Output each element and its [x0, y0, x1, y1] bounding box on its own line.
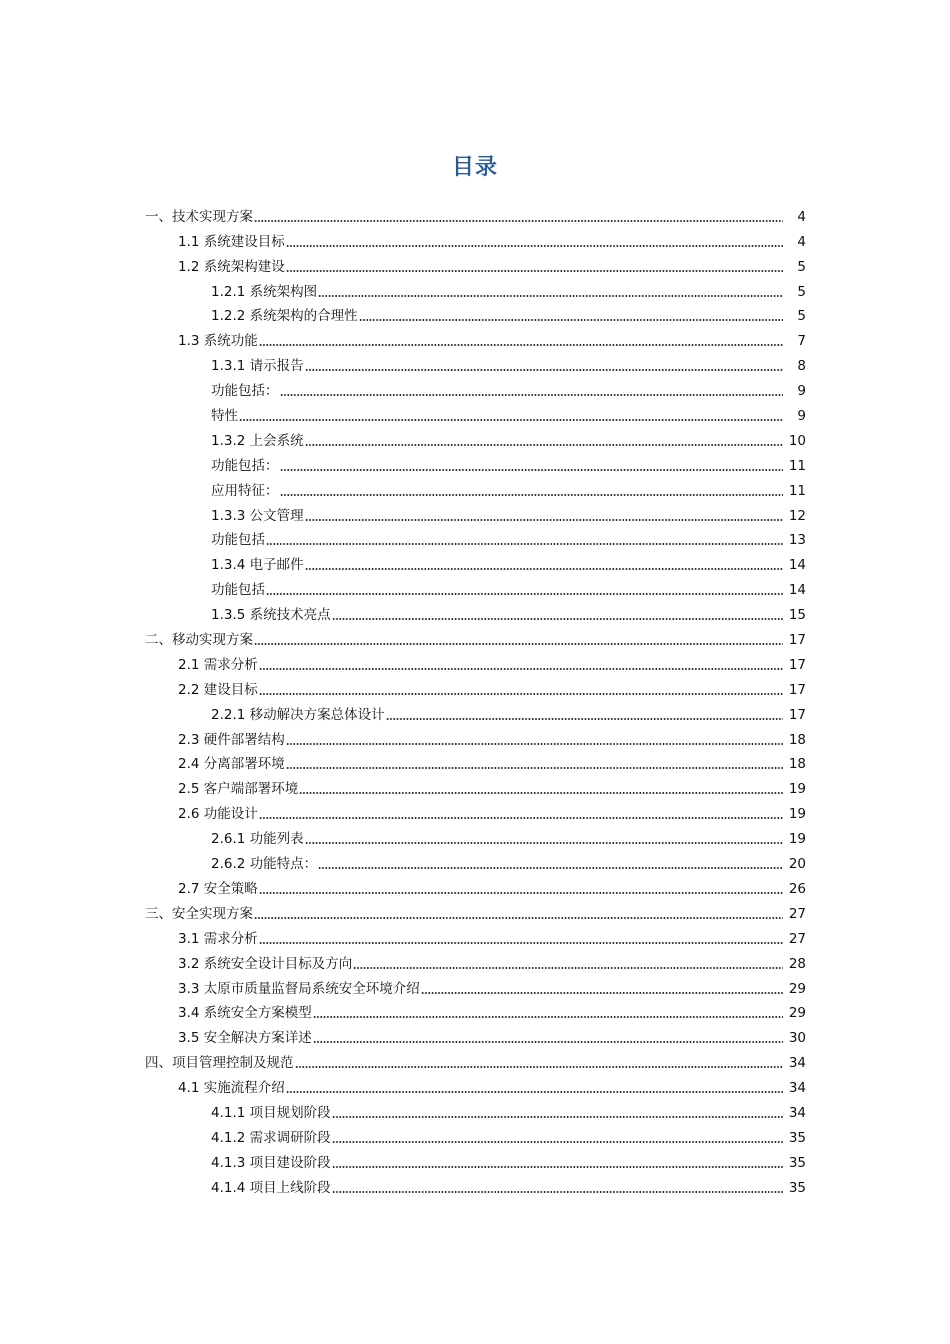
- toc-entry[interactable]: [0, 651, 950, 676]
- toc-entry-text: 四、项目管理控制及规范: [145, 1055, 294, 1072]
- toc-dot-leader: [259, 343, 783, 347]
- toc-dot-leader: [295, 1065, 784, 1069]
- toc-dot-leader: [353, 966, 783, 970]
- toc-entry[interactable]: [0, 1074, 950, 1099]
- toc-entry[interactable]: [0, 775, 950, 800]
- toc-dot-leader: [266, 542, 783, 546]
- toc-entry[interactable]: [0, 875, 950, 900]
- toc-page-number: 34: [788, 1080, 806, 1097]
- toc-entry-text: 1.3.4 电子邮件: [211, 557, 304, 574]
- toc-entry[interactable]: [0, 303, 950, 328]
- toc-dot-leader: [332, 1190, 783, 1194]
- toc-dot-leader: [305, 518, 783, 522]
- toc-entry-text: 3.1 需求分析: [178, 930, 258, 947]
- toc-page-number: 5: [797, 283, 806, 300]
- toc-entry-text: 2.4 分离部署环境: [178, 756, 285, 773]
- toc-dot-leader: [280, 468, 784, 472]
- toc-entry-text: 2.6.2 功能特点：: [211, 856, 318, 873]
- toc-entry[interactable]: [0, 502, 950, 527]
- toc-entry-text: 1.3.2 上会系统: [211, 432, 304, 449]
- toc-page-number: 27: [788, 905, 806, 922]
- toc-dot-leader: [421, 991, 783, 995]
- toc-page-number: 10: [788, 432, 806, 449]
- toc-dot-leader: [266, 592, 783, 596]
- toc-entry-text: 1.3.1 请示报告: [211, 358, 304, 375]
- toc-entry[interactable]: [0, 1174, 950, 1199]
- toc-entry[interactable]: [0, 253, 950, 278]
- toc-dot-leader: [239, 418, 783, 422]
- toc-dot-leader: [305, 368, 783, 372]
- toc-dot-leader: [286, 742, 783, 746]
- toc-entry-text: 2.2 建设目标: [178, 681, 258, 698]
- toc-entry-text: 2.2.1 移动解决方案总体设计: [211, 706, 385, 723]
- toc-dot-leader: [332, 1140, 783, 1144]
- toc-dot-leader: [259, 816, 783, 820]
- toc-entry-text: 4.1.2 需求调研阶段: [211, 1129, 331, 1146]
- toc-page-number: 35: [788, 1154, 806, 1171]
- toc-dot-leader: [259, 667, 783, 671]
- toc-dot-leader: [259, 891, 783, 895]
- toc-page-number: 34: [788, 1104, 806, 1121]
- toc-entry-text: 特性: [211, 408, 238, 425]
- toc-entry[interactable]: [0, 701, 950, 726]
- toc-page-number: 35: [788, 1179, 806, 1196]
- toc-entry[interactable]: [0, 676, 950, 701]
- toc-entry-text: 2.6.1 功能列表: [211, 831, 304, 848]
- toc-entry-text: 1.1 系统建设目标: [178, 233, 285, 250]
- toc-entry-text: 一、技术实现方案: [145, 208, 253, 225]
- toc-page-number: 5: [797, 308, 806, 325]
- toc-page-number: 4: [797, 233, 806, 250]
- toc-entry[interactable]: [0, 327, 950, 352]
- toc-entry[interactable]: [0, 278, 950, 303]
- toc-page-number: 9: [797, 383, 806, 400]
- toc-dot-leader: [305, 841, 783, 845]
- toc-entry[interactable]: [0, 452, 950, 477]
- toc-list: [0, 203, 950, 1199]
- toc-dot-leader: [313, 1040, 783, 1044]
- toc-page-number: 19: [788, 781, 806, 798]
- toc-dot-leader: [280, 393, 784, 397]
- toc-title: 目录: [451, 154, 498, 180]
- toc-entry-text: 三、安全实现方案: [145, 905, 253, 922]
- toc-entry[interactable]: [0, 1024, 950, 1049]
- toc-entry-text: 应用特征：: [211, 482, 279, 499]
- toc-entry-text: 4.1 实施流程介绍: [178, 1080, 285, 1097]
- toc-dot-leader: [305, 443, 783, 447]
- toc-entry[interactable]: [0, 626, 950, 651]
- toc-entry[interactable]: [0, 377, 950, 402]
- toc-page-number: 35: [788, 1129, 806, 1146]
- toc-entry-text: 功能包括：: [211, 383, 279, 400]
- toc-entry[interactable]: [0, 1049, 950, 1074]
- toc-dot-leader: [254, 642, 783, 646]
- toc-entry[interactable]: [0, 203, 950, 228]
- toc-page-number: 34: [788, 1055, 806, 1072]
- toc-entry[interactable]: [0, 1099, 950, 1124]
- toc-entry-text: 2.7 安全策略: [178, 880, 258, 897]
- toc-page-number: 20: [788, 856, 806, 873]
- toc-entry-text: 2.5 客户端部署环境: [178, 781, 299, 798]
- toc-page-number: 28: [788, 955, 806, 972]
- toc-page-number: 19: [788, 806, 806, 823]
- toc-entry-text: 1.2.1 系统架构图: [211, 283, 318, 300]
- toc-page-number: 18: [788, 731, 806, 748]
- toc-entry[interactable]: [0, 601, 950, 626]
- toc-page-number: 14: [788, 557, 806, 574]
- toc-dot-leader: [286, 766, 783, 770]
- toc-entry[interactable]: [0, 975, 950, 1000]
- toc-entry-text: 3.4 系统安全方案模型: [178, 1005, 312, 1022]
- toc-entry[interactable]: [0, 726, 950, 751]
- toc-dot-leader: [286, 244, 783, 248]
- toc-page-number: 17: [788, 706, 806, 723]
- toc-page-number: 17: [788, 632, 806, 649]
- toc-dot-leader: [259, 692, 783, 696]
- toc-page-number: 11: [788, 482, 806, 499]
- toc-entry-text: 3.5 安全解决方案详述: [178, 1030, 312, 1047]
- toc-entry-text: 4.1.1 项目规划阶段: [211, 1104, 331, 1121]
- toc-dot-leader: [286, 1090, 783, 1094]
- toc-entry-text: 1.2.2 系统架构的合理性: [211, 308, 358, 325]
- toc-entry[interactable]: [0, 800, 950, 825]
- toc-entry[interactable]: [0, 850, 950, 875]
- toc-page-number: 26: [788, 880, 806, 897]
- toc-dot-leader: [305, 567, 783, 571]
- toc-page-number: 13: [788, 532, 806, 549]
- toc-page-number: 29: [788, 1005, 806, 1022]
- toc-entry-text: 2.6 功能设计: [178, 806, 258, 823]
- toc-page-number: 8: [797, 358, 806, 375]
- toc-page-number: 27: [788, 930, 806, 947]
- toc-entry[interactable]: [0, 477, 950, 502]
- toc-dot-leader: [259, 941, 783, 945]
- toc-entry[interactable]: [0, 402, 950, 427]
- toc-dot-leader: [313, 1015, 783, 1019]
- toc-entry-text: 二、移动实现方案: [145, 632, 253, 649]
- toc-page-number: 30: [788, 1030, 806, 1047]
- toc-entry-text: 2.3 硬件部署结构: [178, 731, 285, 748]
- toc-page-number: 14: [788, 582, 806, 599]
- toc-entry-text: 1.3.5 系统技术亮点: [211, 607, 331, 624]
- toc-dot-leader: [299, 791, 783, 795]
- toc-dot-leader: [254, 219, 783, 223]
- toc-dot-leader: [332, 1115, 783, 1119]
- toc-dot-leader: [359, 318, 783, 322]
- toc-entry[interactable]: [0, 1149, 950, 1174]
- toc-entry-text: 2.1 需求分析: [178, 656, 258, 673]
- toc-entry-text: 1.3.3 公文管理: [211, 507, 304, 524]
- toc-dot-leader: [332, 617, 783, 621]
- toc-entry-text: 3.3 太原市质量监督局系统安全环境介绍: [178, 980, 420, 997]
- toc-entry[interactable]: [0, 950, 950, 975]
- toc-entry[interactable]: [0, 576, 950, 601]
- toc-entry[interactable]: [0, 427, 950, 452]
- toc-entry[interactable]: [0, 352, 950, 377]
- toc-page-number: 17: [788, 656, 806, 673]
- toc-dot-leader: [386, 717, 783, 721]
- toc-entry[interactable]: [0, 1000, 950, 1025]
- toc-page-number: 29: [788, 980, 806, 997]
- toc-entry-text: 功能包括: [211, 532, 265, 549]
- toc-dot-leader: [318, 866, 783, 870]
- toc-page-number: 12: [788, 507, 806, 524]
- toc-entry-text: 1.2 系统架构建设: [178, 258, 285, 275]
- toc-page-number: 5: [797, 258, 806, 275]
- toc-dot-leader: [280, 493, 784, 497]
- toc-dot-leader: [254, 916, 783, 920]
- toc-entry-text: 4.1.4 项目上线阶段: [211, 1179, 331, 1196]
- toc-entry[interactable]: [0, 825, 950, 850]
- toc-entry-text: 功能包括: [211, 582, 265, 599]
- toc-entry-text: 4.1.3 项目建设阶段: [211, 1154, 331, 1171]
- toc-page-number: 11: [788, 457, 806, 474]
- toc-dot-leader: [318, 294, 783, 298]
- toc-entry[interactable]: [0, 551, 950, 576]
- toc-page-number: 7: [797, 333, 806, 350]
- toc-entry[interactable]: [0, 751, 950, 776]
- toc-dot-leader: [286, 269, 783, 273]
- toc-entry-text: 功能包括：: [211, 457, 279, 474]
- toc-entry[interactable]: [0, 925, 950, 950]
- toc-entry[interactable]: [0, 900, 950, 925]
- toc-entry-text: 1.3 系统功能: [178, 333, 258, 350]
- toc-entry[interactable]: [0, 228, 950, 253]
- toc-page-number: 19: [788, 831, 806, 848]
- toc-page-number: 9: [797, 408, 806, 425]
- toc-page-number: 18: [788, 756, 806, 773]
- toc-page-number: 15: [788, 607, 806, 624]
- toc-entry[interactable]: [0, 527, 950, 552]
- toc-page-number: 17: [788, 681, 806, 698]
- toc-page-number: 4: [797, 208, 806, 225]
- toc-entry[interactable]: [0, 1124, 950, 1149]
- toc-entry-text: 3.2 系统安全设计目标及方向: [178, 955, 353, 972]
- toc-dot-leader: [332, 1165, 783, 1169]
